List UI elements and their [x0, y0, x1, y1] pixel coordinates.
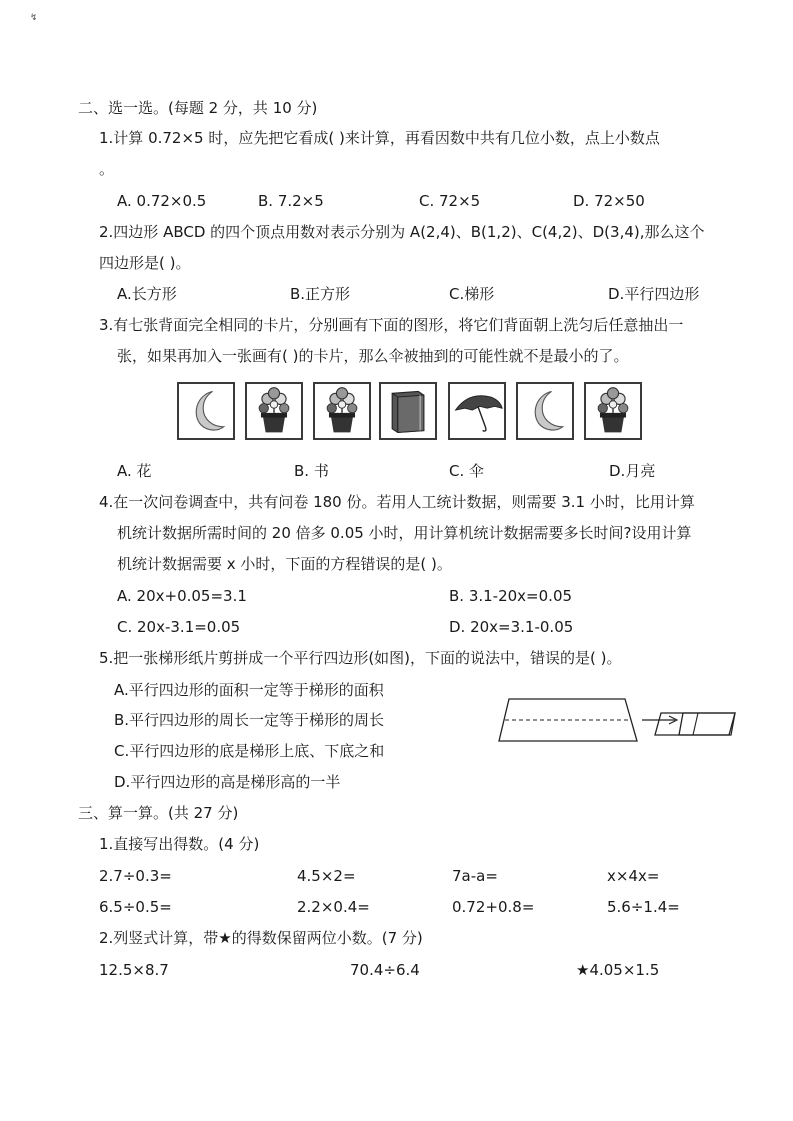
- q4-option-c[interactable]: C. 20x-3.1=0.05: [117, 618, 241, 636]
- calc-item: 0.72+0.8=: [452, 898, 535, 916]
- q4-option-d[interactable]: D. 20x=3.1-0.05: [449, 618, 574, 636]
- q5-option-b[interactable]: B.平行四边形的周长一定等于梯形的周长: [114, 711, 385, 729]
- section2-heading: 二、选一选。(每题 2 分，共 10 分): [78, 99, 318, 117]
- vertical-calc-item: ★4.05×1.5: [576, 961, 660, 979]
- q1-option-d[interactable]: D. 72×50: [573, 192, 645, 210]
- book-icon: [381, 384, 435, 438]
- q1-option-c[interactable]: C. 72×5: [419, 192, 481, 210]
- q2-option-d[interactable]: D.平行四边形: [608, 285, 700, 303]
- q4-text-line2: 机统计数据所需时间的 20 倍多 0.05 小时，用计算机统计数据需要多长时间?设用计算: [117, 524, 692, 542]
- parallelogram-shape: [679, 713, 735, 735]
- q2-option-b[interactable]: B.正方形: [290, 285, 351, 303]
- card-moon: [516, 382, 574, 440]
- calc-item: 6.5÷0.5=: [99, 898, 172, 916]
- calc-item: 7a-a=: [452, 867, 498, 885]
- card-flower: [245, 382, 303, 440]
- calc-item: 2.2×0.4=: [297, 898, 370, 916]
- card-book: [379, 382, 437, 440]
- q2-text-line1: 2.四边形 ABCD 的四个顶点用数对表示分别为 A(2,4)、B(1,2)、C(4,2)、D(3,4),那么这个: [99, 223, 705, 241]
- q4-text-line1: 4.在一次问卷调查中，共有问卷 180 份。若用人工统计数据，则需要 3.1 小时，比用计算: [99, 493, 695, 511]
- q2-option-c[interactable]: C.梯形: [449, 285, 495, 303]
- vertical-calc-item: 12.5×8.7: [99, 961, 169, 979]
- q5-option-c[interactable]: C.平行四边形的底是梯形上底、下底之和: [114, 742, 385, 760]
- q3-text-line2: 张，如果再加入一张画有( )的卡片，那么伞被抽到的可能性就不是最小的了。: [117, 347, 629, 365]
- p1-title: 1.直接写出得数。(4 分): [99, 835, 260, 853]
- trapezoid-to-parallelogram-figure: [497, 695, 739, 747]
- q1-text-line2: 。: [99, 160, 115, 178]
- p2-title: 2.列竖式计算，带★的得数保留两位小数。(7 分): [99, 929, 423, 947]
- q5-option-a[interactable]: A.平行四边形的面积一定等于梯形的面积: [114, 681, 384, 699]
- vertical-calc-item: 70.4÷6.4: [350, 961, 420, 979]
- q3-option-c[interactable]: C. 伞: [449, 462, 485, 480]
- q5-option-d[interactable]: D.平行四边形的高是梯形高的一半: [114, 773, 341, 791]
- q5-text-line1: 5.把一张梯形纸片剪拼成一个平行四边形(如图)，下面的说法中，错误的是( )。: [99, 649, 622, 667]
- moon-icon: [518, 384, 572, 438]
- q2-option-a[interactable]: A.长方形: [117, 285, 177, 303]
- q3-text-line1: 3.有七张背面完全相同的卡片，分别画有下面的图形，将它们背面朝上洗匀后任意抽出一: [99, 316, 684, 334]
- card-moon: [177, 382, 235, 440]
- q1-text-line1: 1.计算 0.72×5 时，应先把它看成( )来计算，再看因数中共有几位小数，点上小数点: [99, 129, 660, 147]
- flower-pot-icon: [315, 384, 369, 438]
- corner-mark: ↯: [30, 13, 38, 23]
- moon-icon: [179, 384, 233, 438]
- q1-option-b[interactable]: B. 7.2×5: [258, 192, 324, 210]
- q4-option-a[interactable]: A. 20x+0.05=3.1: [117, 587, 247, 605]
- q1-option-a[interactable]: A. 0.72×0.5: [117, 192, 207, 210]
- calc-item: 2.7÷0.3=: [99, 867, 172, 885]
- q3-option-d[interactable]: D.月亮: [609, 462, 656, 480]
- card-umbrella: [448, 382, 506, 440]
- q3-option-a[interactable]: A. 花: [117, 462, 152, 480]
- q3-option-b[interactable]: B. 书: [294, 462, 329, 480]
- section3-heading: 三、算一算。(共 27 分): [78, 804, 239, 822]
- flower-pot-icon: [247, 384, 301, 438]
- card-flower: [313, 382, 371, 440]
- calc-item: 5.6÷1.4=: [607, 898, 680, 916]
- calc-item: x×4x=: [607, 867, 660, 885]
- card-flower: [584, 382, 642, 440]
- q2-text-line2: 四边形是( )。: [99, 254, 191, 272]
- q4-option-b[interactable]: B. 3.1-20x=0.05: [449, 587, 573, 605]
- q4-text-line3: 机统计数据需要 x 小时，下面的方程错误的是( )。: [117, 555, 452, 573]
- flower-pot-icon: [586, 384, 640, 438]
- umbrella-icon: [450, 384, 504, 438]
- calc-item: 4.5×2=: [297, 867, 356, 885]
